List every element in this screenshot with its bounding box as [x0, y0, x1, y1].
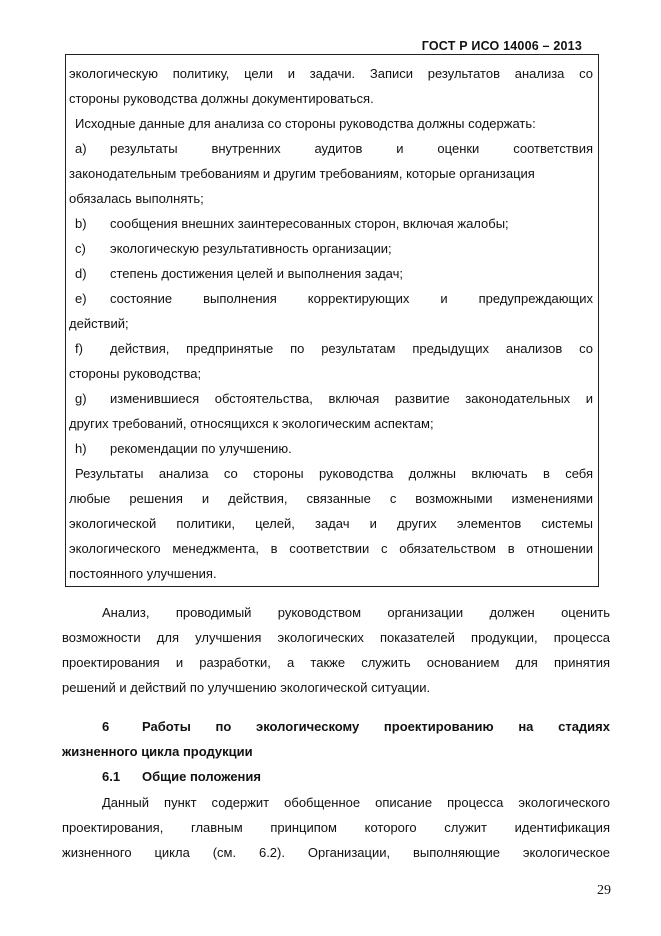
- list-item-label: c): [75, 241, 86, 256]
- list-item-text: стороны руководства;: [69, 366, 202, 381]
- subsection-number: 6.1: [102, 769, 121, 784]
- box-results-line: любые решения и действия, связанные с возможными изменениями: [69, 491, 593, 506]
- list-item-text: экологическую результативность организации;: [110, 241, 392, 256]
- list-item-text: рекомендации по улучшению.: [110, 441, 292, 456]
- analysis-line: возможности для улучшения экологических показателей продукции, процесса: [62, 630, 610, 645]
- analysis-line: проектирования и разработки, а также служить основанием для принятия: [62, 655, 610, 670]
- list-item-label: a): [75, 141, 87, 156]
- analysis-line: решений и действий по улучшению экологической ситуации.: [62, 680, 431, 695]
- list-item-text: результаты внутренних аудитов и оценки соответствия: [110, 141, 593, 156]
- box-results-line: постоянного улучшения.: [69, 566, 217, 581]
- list-item-text: состояние выполнения корректирующих и предупреждающих: [110, 291, 593, 306]
- page-number: 29: [597, 883, 611, 898]
- list-item-text: действий;: [69, 316, 129, 331]
- list-item-text: изменившиеся обстоятельства, включая развитие законодательных и: [110, 391, 593, 406]
- list-item-label: d): [75, 266, 87, 281]
- list-item-label: g): [75, 391, 87, 406]
- box-line: Исходные данные для анализа со стороны руководства должны содержать:: [75, 116, 536, 131]
- list-item-label: f): [75, 341, 83, 356]
- list-item-text: степень достижения целей и выполнения задач;: [110, 266, 404, 281]
- body-line: Данный пункт содержит обобщенное описание процесса экологического: [102, 795, 610, 810]
- analysis-line: Анализ, проводимый руководством организации должен оценить: [102, 605, 610, 620]
- list-item-label: b): [75, 216, 87, 231]
- body-line: жизненного цикла (см. 6.2). Организации, выполняющие экологическое: [62, 845, 610, 860]
- list-item-label: e): [75, 291, 87, 306]
- box-results-line: экологической политики, целей, задач и других элементов системы: [69, 516, 593, 531]
- box-line: экологическую политику, цели и задачи. Записи результатов анализа со: [69, 66, 593, 81]
- quoted-requirements-box: [65, 54, 599, 587]
- list-item-text: сообщения внешних заинтересованных сторон, включая жалобы;: [110, 216, 509, 231]
- list-item-text: обязалась выполнять;: [69, 191, 204, 206]
- section-number: 6: [102, 719, 110, 734]
- list-item-text: других требований, относящихся к экологическим аспектам;: [69, 416, 434, 431]
- list-item-label: h): [75, 441, 87, 456]
- document-header: ГОСТ Р ИСО 14006 – 2013: [421, 39, 582, 53]
- list-item-text: действия, предпринятые по результатам предыдущих анализов со: [110, 341, 593, 356]
- section-title: Работы по экологическому проектированию на стадиях: [142, 719, 610, 734]
- box-results-line: Результаты анализа со стороны руководства должны включать в себя: [75, 466, 593, 481]
- box-results-line: экологического менеджмента, в соответствии с обязательством в отношении: [69, 541, 593, 556]
- section-title-continued: жизненного цикла продукции: [62, 744, 253, 759]
- subsection-title: Общие положения: [142, 769, 261, 784]
- body-line: проектирования, главным принципом которого служит идентификация: [62, 820, 610, 835]
- list-item-text: законодательным требованиям и другим требованиям, которые организация: [69, 166, 535, 181]
- box-line: стороны руководства должны документироваться.: [69, 91, 374, 106]
